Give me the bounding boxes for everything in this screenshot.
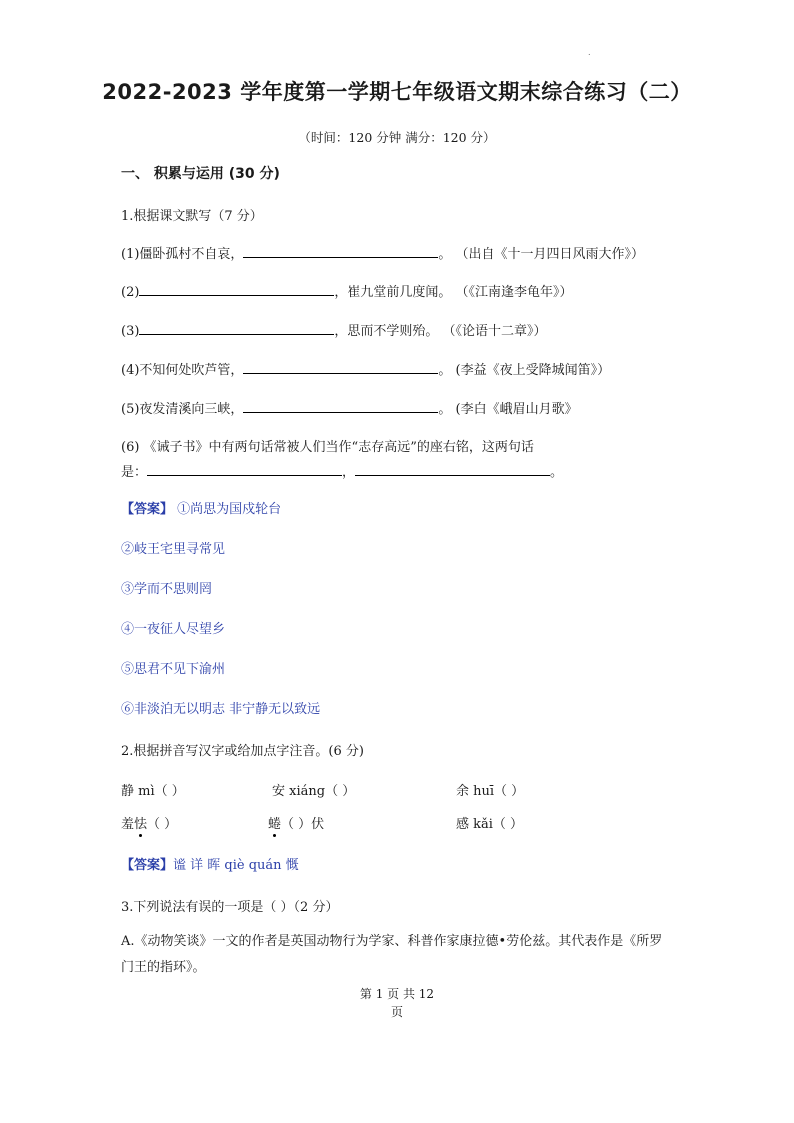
dotted-char: 蜷 (268, 817, 282, 832)
answer-text: ①尚思为国戍轮台 (177, 502, 282, 517)
answer-blank (139, 320, 334, 335)
question-2-stem: 2.根据拼音写汉字或给加点字注音。(6 分) (121, 744, 364, 759)
question-1-item-1 (121, 243, 644, 262)
dotted-char-item (268, 813, 324, 832)
answer-blank (139, 281, 334, 296)
question-3-stem: 3.下列说法有误的一项是（ ）（2 分） (121, 900, 339, 915)
question-1-item-4 (121, 359, 610, 378)
answer-1-item-1 (121, 498, 281, 517)
item-text: 是： (121, 465, 148, 480)
item-text: (1)僵卧孤村不自哀， (121, 247, 244, 262)
answer-blank (355, 461, 550, 476)
item-text: (2) (121, 285, 140, 300)
page-footer: 第 1 页 共 12 (359, 987, 435, 1001)
question-3-option-a: A.《动物笑谈》一文的作者是英国动物行为学家、科普作家康拉德•劳伦兹。其代表作是《所罗门王的指环》。 (121, 934, 663, 975)
answer-tag: 【答案】 (121, 502, 174, 517)
answer-paren: （ ） (147, 817, 178, 832)
answer-1-item-5: ⑤思君不见下渝州 (121, 662, 226, 677)
answer-2 (121, 854, 299, 873)
dotted-char-item (121, 813, 177, 832)
answer-text: 谧 详 晖 qiè quán 慨 (173, 858, 299, 873)
item-source: ，崔九堂前几度闻。 （《江南逢李龟年》） (334, 285, 573, 300)
answer-blank (243, 243, 438, 258)
answer-blank (243, 359, 438, 374)
section-heading: 一、 积累与运用 (30 分) (121, 166, 280, 182)
question-1-item-5 (121, 398, 578, 417)
answer-tag: 【答案】 (121, 858, 174, 873)
pinyin-item: 感 kǎi（ ） (456, 817, 524, 832)
question-1-item-3 (121, 320, 547, 339)
answer-1-item-2: ②岐王宅里寻常见 (121, 542, 226, 557)
item-text: (5)夜发清溪向三峡， (121, 402, 244, 417)
item-text: (4)不知何处吹芦管， (121, 363, 244, 378)
terminator: 。 (550, 465, 564, 480)
char-text: 羞 (121, 817, 135, 832)
pinyin-item: 安 xiáng（ ） (272, 784, 356, 799)
separator: ， (342, 465, 356, 480)
question-1-stem: 1.根据课文默写（7 分） (121, 209, 263, 224)
item-source: 。 (李白《峨眉山月歌》 (438, 402, 578, 417)
pinyin-item: 余 huī（ ） (456, 784, 525, 799)
question-1-item-6-line-1: (6) 《诫子书》中有两句话常被人们当作“志存高远”的座右铭，这两句话 (121, 440, 534, 455)
item-source: 。 （出自《十一月四日风雨大作》） (438, 247, 645, 262)
item-source: 。 (李益《夜上受降城闻笛》） (438, 363, 611, 378)
item-source: ，思而不学则殆。 （《论语十二章》） (334, 324, 547, 339)
exam-info: （时间：120 分钟 满分：120 分） (298, 130, 496, 145)
question-1-item-6-line-2 (121, 461, 563, 480)
answer-paren: （ ）伏 (281, 817, 325, 832)
answer-blank (147, 461, 342, 476)
question-1-item-2 (121, 281, 573, 300)
dotted-char: 怯 (134, 817, 148, 832)
answer-1-item-4: ④一夜征人尽望乡 (121, 622, 226, 637)
page-footer-cont: 页 (390, 1005, 403, 1019)
pinyin-item: 静 mì（ ） (121, 784, 185, 799)
corner-mark: . (588, 48, 591, 57)
answer-blank (243, 398, 438, 413)
item-text: (3) (121, 324, 140, 339)
answer-1-item-6: ⑥非淡泊无以明志 非宁静无以致远 (121, 702, 321, 717)
page-title: 2022-2023 学年度第一学期七年级语文期末综合练习（二） (102, 80, 692, 104)
answer-1-item-3: ③学而不思则罔 (121, 582, 213, 597)
